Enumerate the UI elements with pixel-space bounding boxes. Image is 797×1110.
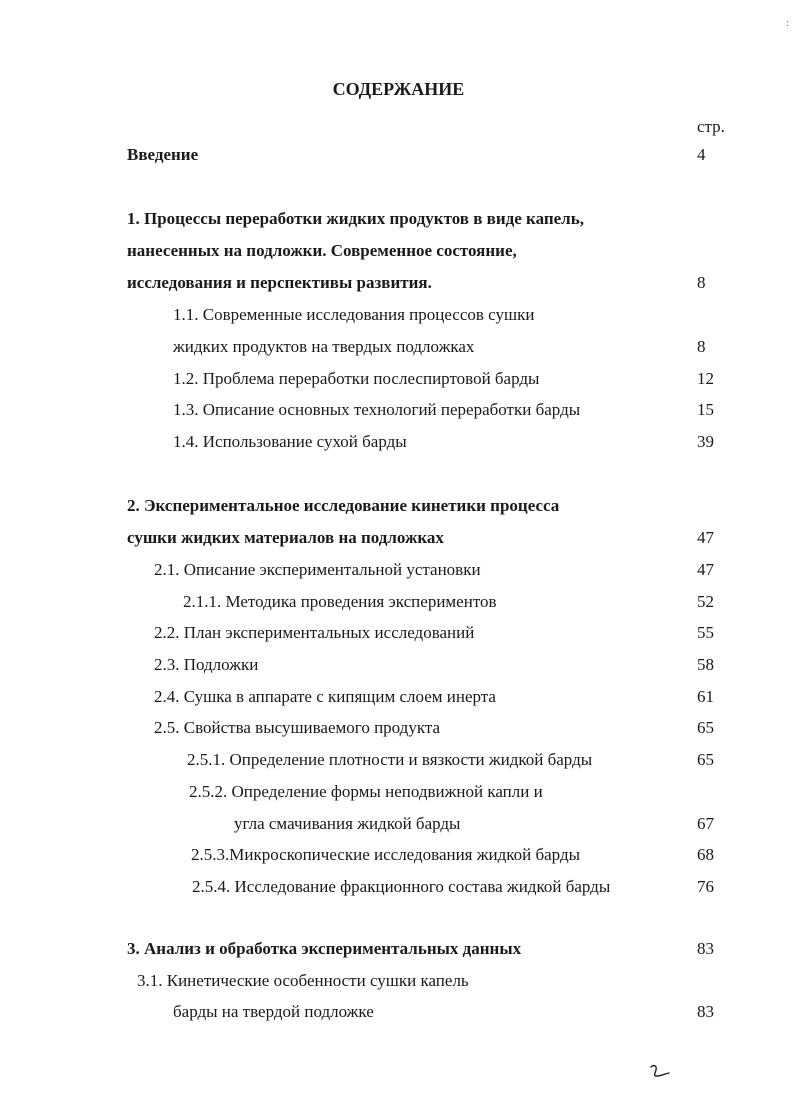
toc-section-3-title-line[interactable]: 3. Анализ и обработка экспериментальных данных: [127, 939, 522, 958]
toc-section-1-page: 8: [697, 273, 706, 292]
toc-section-1-title-line[interactable]: 1. Процессы переработки жидких продуктов в виде капель,: [127, 209, 584, 228]
toc-intro-page: 4: [697, 145, 706, 164]
toc-item-1-4-page: 39: [697, 432, 714, 451]
toc-item-1-1-cont[interactable]: жидких продуктов на твердых подложках: [173, 337, 475, 356]
toc-intro-label[interactable]: Введение: [127, 145, 199, 164]
toc-item-2-5-page: 65: [697, 718, 714, 737]
toc-item-1-1[interactable]: 1.1. Современные исследования процессов сушки: [173, 305, 535, 324]
toc-section-2-title-line[interactable]: сушки жидких материалов на подложках: [127, 528, 444, 547]
toc-section-1-title-line[interactable]: исследования и перспективы развития.: [127, 273, 432, 292]
toc-item-2-5-2-cont[interactable]: угла смачивания жидкой барды: [234, 814, 461, 833]
toc-item-2-5-3-page: 68: [697, 845, 714, 864]
toc-section-2-title-line[interactable]: 2. Экспериментальное исследование кинетики процесса: [127, 496, 560, 515]
toc-item-3-1-page: 83: [697, 1002, 714, 1021]
toc-item-2-4[interactable]: 2.4. Сушка в аппарате с кипящим слоем инерта: [154, 687, 496, 706]
toc-item-1-2[interactable]: 1.2. Проблема переработки послеспиртовой барды: [173, 369, 540, 388]
toc-item-2-4-page: 61: [697, 687, 714, 706]
toc-section-1-title-line[interactable]: нанесенных на подложки. Современное состояние,: [127, 241, 517, 260]
toc-item-2-1[interactable]: 2.1. Описание экспериментальной установки: [154, 560, 481, 579]
toc-item-1-1-page: 8: [697, 337, 706, 356]
toc-item-3-1[interactable]: 3.1. Кинетические особенности сушки капель: [137, 971, 469, 990]
handwritten-mark-icon: [648, 1062, 672, 1080]
page-column-header: стр.: [697, 117, 725, 136]
toc-item-2-3[interactable]: 2.3. Подложки: [154, 655, 259, 674]
toc-item-2-1-1-page: 52: [697, 592, 714, 611]
toc-item-1-4[interactable]: 1.4. Использование сухой барды: [173, 432, 407, 451]
toc-item-2-5-2-page: 67: [697, 814, 714, 833]
toc-item-2-5[interactable]: 2.5. Свойства высушиваемого продукта: [154, 718, 441, 737]
toc-item-2-5-1-page: 65: [697, 750, 714, 769]
toc-item-1-3[interactable]: 1.3. Описание основных технологий переработки барды: [173, 400, 581, 419]
toc-item-2-5-3[interactable]: 2.5.3.Микроскопические исследования жидкой барды: [191, 845, 581, 864]
toc-item-2-2-page: 55: [697, 623, 714, 642]
toc-item-2-5-1[interactable]: 2.5.1. Определение плотности и вязкости жидкой барды: [187, 750, 593, 769]
toc-item-1-2-page: 12: [697, 369, 714, 388]
toc-item-2-2[interactable]: 2.2. План экспериментальных исследований: [154, 623, 475, 642]
toc-section-3-page: 83: [697, 939, 714, 958]
toc-item-2-1-1[interactable]: 2.1.1. Методика проведения экспериментов: [183, 592, 497, 611]
toc-item-2-5-2[interactable]: 2.5.2. Определение формы неподвижной капли и: [189, 782, 543, 801]
toc-item-2-5-4-page: 76: [697, 877, 714, 896]
toc-item-2-1-page: 47: [697, 560, 714, 579]
page-title: СОДЕРЖАНИЕ: [332, 79, 465, 99]
toc-item-2-3-page: 58: [697, 655, 714, 674]
toc-item-3-1-cont[interactable]: барды на твердой подложке: [173, 1002, 374, 1021]
corner-mark: :: [786, 18, 789, 29]
toc-item-1-3-page: 15: [697, 400, 714, 419]
toc-item-2-5-4[interactable]: 2.5.4. Исследование фракционного состава жидкой барды: [192, 877, 611, 896]
toc-section-2-page: 47: [697, 528, 714, 547]
